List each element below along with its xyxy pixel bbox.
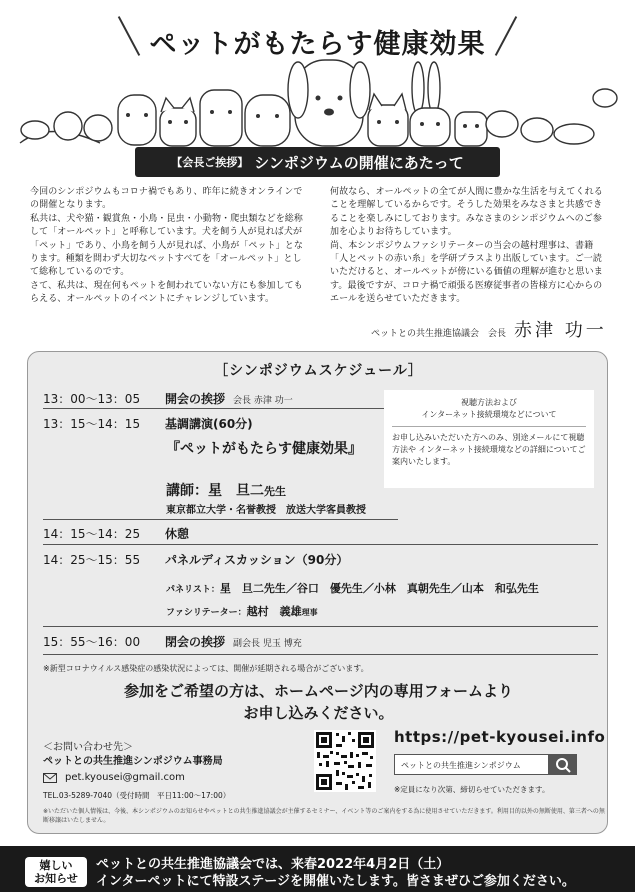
schedule-item-name: 閉会の挨拶: [165, 635, 226, 649]
divider: [43, 408, 388, 409]
facilitator: [166, 603, 318, 619]
badge-line: 嬉しい: [39, 859, 73, 872]
notice-title-line: インターネット接続環境などについて: [421, 410, 557, 419]
greeting-paragraph: さて、私共は、現在何もペットを飼われていない方にも参加してもらえる、オールペットのイベントにチャレンジしています。: [30, 280, 303, 305]
panelists: [166, 580, 539, 596]
mail-icon: [43, 773, 57, 783]
notice-divider: [392, 426, 586, 427]
schedule-title: ［シンポジウムスケジュール］: [214, 363, 423, 379]
search-box[interactable]: ペットとの共生推進シンポジウム: [394, 754, 549, 775]
page-title: ペットがもたらす健康効果: [149, 29, 486, 60]
schedule-item: [165, 390, 293, 407]
schedule-time: 15：55〜16：00: [43, 635, 141, 649]
capacity-note: ※定員になり次第、締切らせていただきます。: [394, 785, 550, 794]
schedule-time: 14：25〜15：55: [43, 553, 141, 567]
greeting-left-column: [30, 186, 310, 307]
header: [0, 0, 635, 150]
notice-title: [384, 397, 594, 421]
qr-code: [314, 730, 376, 792]
footer-text: [96, 856, 575, 890]
greeting-right-column: [330, 186, 610, 307]
contact-email: [43, 772, 185, 783]
lecturer-label: 講師：: [166, 483, 208, 499]
keynote-title: 『ペットがもたらす健康効果』: [166, 441, 362, 457]
search-button[interactable]: [549, 754, 577, 775]
schedule-item-name: 基調講演(60分): [165, 417, 253, 431]
lecturer: [166, 480, 286, 500]
schedule-item-name: パネルディスカッション（90分）: [165, 553, 349, 567]
facilitator-suffix: 理事: [301, 608, 318, 617]
lecturer-suffix: 先生: [264, 485, 286, 498]
notice-body: お申し込みいただいた方へのみ、別途メールにて視聴方法や インターネット接続環境などの詳細についてご案内いたします。: [392, 433, 586, 466]
contact-tel: TEL.03-5289-7040（受付時間 平日11:00〜17:00）: [43, 791, 231, 800]
apply-line: 参加をご希望の方は、ホームページ内の専用フォームより: [124, 682, 513, 700]
divider: [43, 654, 598, 655]
facilitator-name: 越村 義雄: [246, 605, 302, 618]
lecturer-affiliation: 東京都立大学・名誉教授 放送大学客員教授: [166, 505, 366, 516]
greeting-paragraph: 私共は、犬や猫・観賞魚・小鳥・昆虫・小動物・爬虫類などを総称して「オールペット」と呼称しています。犬を飼う人が見れば犬が「ペット」であり、小鳥を飼う人が見れば、小鳥が「ペット」となります。種類を問わず大切なペットすべてを「オールペット」として総称しているのです。: [30, 213, 304, 278]
signature-name: 赤津 功一: [514, 320, 607, 341]
greeting-paragraph: 尚、本シンポジウムファシリテーターの当会の越村理事は、書籍「人とペットの赤い糸」を学研プラスより出版しています。ご一読いただけると、オールペットが傍にいる価値の理解が進むと思います。最後ですが、コロナ禍で頑張る医療従事者の皆様方に心からのエールを送らせていただきます。: [330, 240, 603, 305]
panelists-names: 星 旦二先生／谷口 優先生／小林 真朝先生／山本 和弘先生: [219, 582, 539, 595]
facilitator-label: ファシリテーター：: [166, 608, 247, 618]
schedule-item: [165, 633, 302, 650]
divider: [43, 626, 598, 627]
schedule-item-sub: 副会長 児玉 博充: [233, 639, 302, 649]
panelists-label: パネリスト：: [166, 585, 220, 595]
email-address[interactable]: pet.kyousei@gmail.com: [65, 772, 185, 783]
contact-info: [43, 741, 223, 769]
notice-title-line: 視聴方法および: [461, 398, 517, 407]
divider: [43, 519, 398, 520]
greeting-banner: [135, 147, 500, 177]
viewing-notice: [384, 390, 594, 488]
schedule-time: 14：15〜14：25: [43, 527, 141, 541]
covid-note: ※新型コロナウイルス感染症の感染状況によっては、開催が延期される場合がございます。: [43, 664, 369, 673]
divider: [43, 544, 598, 545]
badge-line: お知らせ: [34, 872, 78, 885]
animals-illustration: [0, 50, 635, 150]
signature: [371, 316, 611, 342]
privacy-note: ※いただいた個人情報は、今後、本シンポジウムのお知らせやペットとの共生推進協議会が主催するセミナー、イベント等のご案内をする為に使用させていただきます。利用目的以外の無断使用、第三者への無断移譲はいたしません。: [43, 808, 605, 824]
lecturer-name: 星 旦二: [208, 483, 264, 499]
greeting-paragraph: 何故なら、オールペットの全てが人間に豊かな生活を与えてくれることを理解しているからです。そうした効果をみなさまと共感できることを楽しみにしております。みなさまのシンポジウムへのご参加を心よりお待ちしています。: [330, 187, 603, 238]
schedule-item-name: 休憩: [165, 527, 190, 541]
apply-message: [28, 680, 609, 724]
website-url[interactable]: https://pet-kyousei.info: [394, 728, 606, 746]
footer-line: インターペットにて特設ステージを開催いたします。皆さまぜひご参加ください。: [96, 874, 575, 889]
greeting-paragraph: 今回のシンポジウムもコロナ禍でもあり、昨年に続きオンラインでの開催となります。: [30, 187, 303, 211]
schedule-time: 13：00〜13：05: [43, 392, 141, 406]
greeting-tag: 【会長ご挨拶】: [171, 156, 249, 169]
schedule-item-sub: 会長 赤津 功一: [233, 396, 293, 406]
contact-office: ペットとの共生推進シンポジウム事務局: [43, 756, 223, 767]
footer-line: ペットとの共生推進協議会では、来春2022年4月2日（土）: [96, 857, 450, 872]
footer-announcement: [0, 846, 635, 892]
apply-line: お申し込みください。: [243, 704, 394, 722]
signature-org: ペットとの共生推進協議会 会長: [371, 329, 507, 339]
schedule-item-name: 開会の挨拶: [165, 392, 226, 406]
greeting-title: シンポジウムの開催にあたって: [254, 153, 464, 172]
schedule-box: [27, 351, 608, 834]
news-badge: [25, 857, 87, 887]
contact-label: ＜お問い合わせ先＞: [43, 742, 133, 753]
schedule-time: 13：15〜14：15: [43, 417, 141, 431]
search-icon: [550, 755, 578, 776]
